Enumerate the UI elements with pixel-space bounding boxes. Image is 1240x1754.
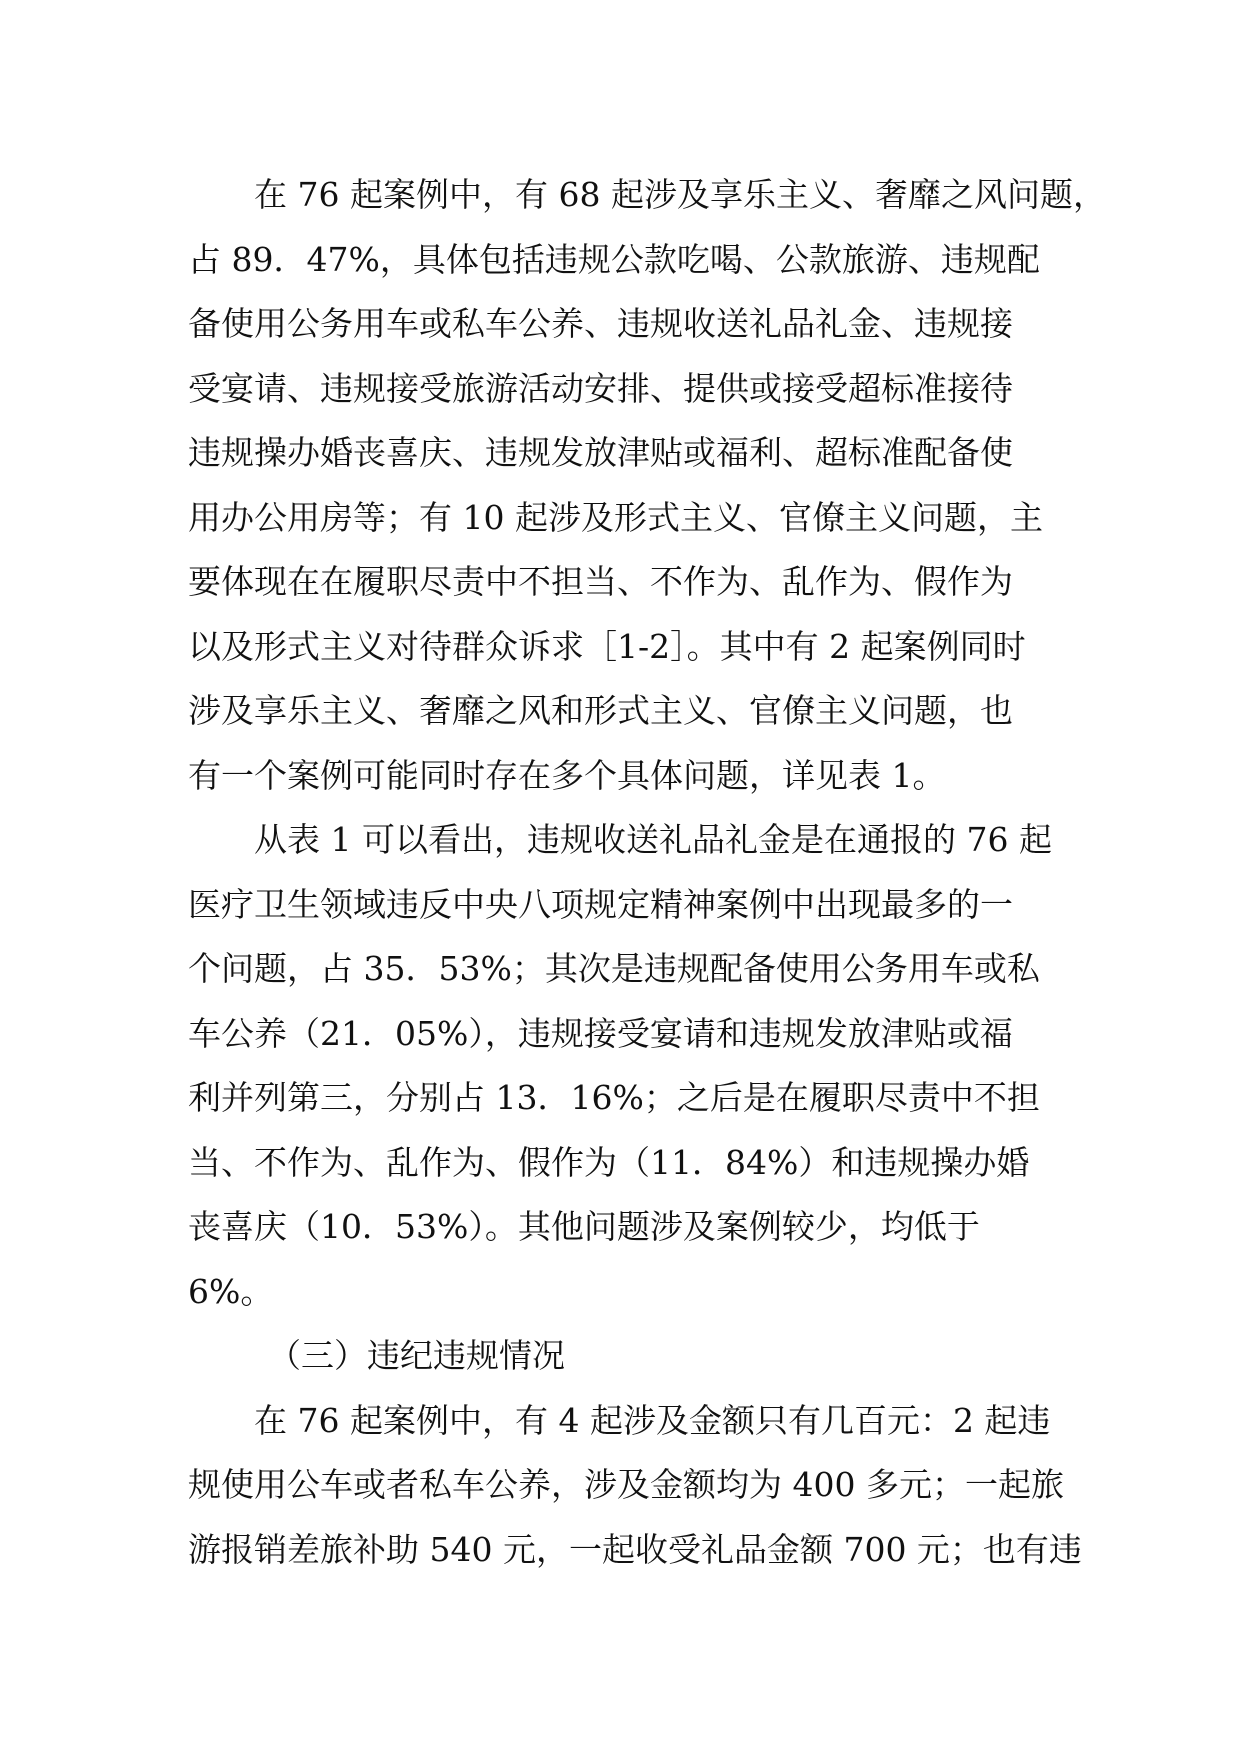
document-body xyxy=(188,163,1106,1582)
paragraph-3-line-2: 规使用公车或者私车公养，涉及金额均为 400 多元；一起旅 xyxy=(188,1465,1064,1504)
paragraph-1-line-9: 涉及享乐主义、奢靡之风和形式主义、官僚主义问题，也 xyxy=(188,691,1013,730)
paragraph-2-line-1: 从表 1 可以看出，违规收送礼品礼金是在通报的 76 起 xyxy=(254,820,1052,859)
paragraph-1-line-1: 在 76 起案例中，有 68 起涉及享乐主义、奢靡之风问题， xyxy=(254,175,1106,214)
paragraph-2-line-5: 利并列第三，分别占 13．16%；之后是在履职尽责中不担 xyxy=(188,1078,1040,1117)
paragraph-1-line-2: 占 89．47%，具体包括违规公款吃喝、公款旅游、违规配 xyxy=(188,239,1040,279)
paragraph-2-line-3: 个问题，占 35．53%；其次是违规配备使用公务用车或私 xyxy=(188,949,1040,988)
paragraph-1-line-4: 受宴请、违规接受旅游活动安排、提供或接受超标准接待 xyxy=(188,368,1013,408)
paragraph-2-line-2: 医疗卫生领域违反中央八项规定精神案例中出现最多的一 xyxy=(188,884,1013,924)
paragraph-1-line-8: 以及形式主义对待群众诉求［1-2］。其中有 2 起案例同时 xyxy=(188,626,1026,666)
paragraph-1-line-10: 有一个案例可能同时存在多个具体问题，详见表 1。 xyxy=(188,755,946,795)
paragraph-1-line-3: 备使用公务用车或私车公养、违规收送礼品礼金、违规接 xyxy=(188,304,1013,343)
paragraph-3-line-3: 游报销差旅补助 540 元，一起收受礼品金额 700 元；也有违 xyxy=(188,1529,1082,1569)
paragraph-3-line-1: 在 76 起案例中，有 4 起涉及金额只有几百元：2 起违 xyxy=(254,1400,1051,1440)
paragraph-2-line-7: 丧喜庆（10．53%）。其他问题涉及案例较少，均低于 xyxy=(188,1207,980,1246)
paragraph-1-line-5: 违规操办婚丧喜庆、违规发放津贴或福利、超标准配备使 xyxy=(188,433,1013,472)
section-heading: （三）违纪违规情况 xyxy=(268,1336,565,1375)
paragraph-2-line-4: 车公养（21．05%），违规接受宴请和违规发放津贴或福 xyxy=(188,1013,1013,1053)
paragraph-1-line-6: 用办公用房等；有 10 起涉及形式主义、官僚主义问题，主 xyxy=(188,497,1043,537)
paragraph-1-line-7: 要体现在在履职尽责中不担当、不作为、乱作为、假作为 xyxy=(188,562,1013,601)
paragraph-2-line-6: 当、不作为、乱作为、假作为（11．84%）和违规操办婚 xyxy=(188,1142,1030,1182)
paragraph-2-line-8: 6%。 xyxy=(188,1271,274,1311)
